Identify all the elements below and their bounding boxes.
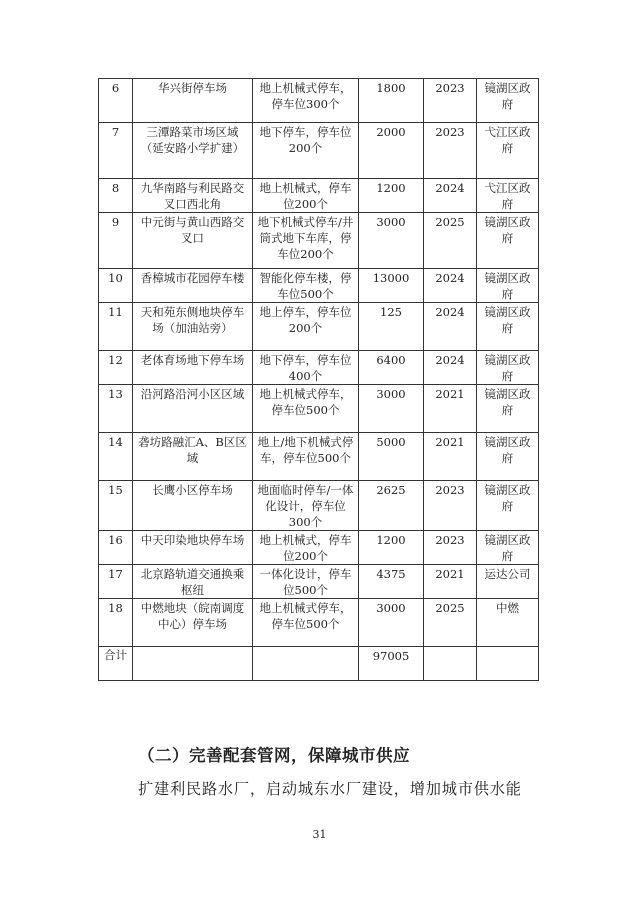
table-row — [99, 123, 539, 179]
project-name: 天和苑东侧地块停车场（加油站旁） — [133, 303, 253, 351]
row-number: 13 — [99, 385, 133, 433]
completion-year: 2021 — [424, 565, 477, 599]
investment-value: 5000 — [359, 433, 424, 481]
responsible-party: 镜湖区政府 — [477, 269, 539, 303]
empty-cell — [133, 647, 253, 681]
investment-value: 2000 — [359, 123, 424, 179]
responsible-party: 镜湖区政府 — [477, 303, 539, 351]
row-number: 18 — [99, 599, 133, 647]
table-row — [99, 303, 539, 351]
investment-value: 6400 — [359, 351, 424, 385]
project-name: 中燃地块（皖南调度中心）停车场 — [133, 599, 253, 647]
table-row — [99, 79, 539, 123]
row-number: 8 — [99, 179, 133, 213]
responsible-party: 镜湖区政府 — [477, 385, 539, 433]
responsible-party: 中燃 — [477, 599, 539, 647]
parking-type: 智能化停车楼，停车位500个 — [253, 269, 359, 303]
project-name: 香樟城市花园停车楼 — [133, 269, 253, 303]
responsible-party: 弋江区政府 — [477, 123, 539, 179]
row-number: 7 — [99, 123, 133, 179]
body-paragraph: 扩建利民路水厂，启动城东水厂建设，增加城市供水能 — [138, 780, 522, 798]
table-row — [99, 213, 539, 269]
parking-type: 地上机械式停车，停车位300个 — [253, 79, 359, 123]
responsible-party: 镜湖区政府 — [477, 481, 539, 531]
page-number: 31 — [312, 828, 327, 841]
responsible-party: 镜湖区政府 — [477, 351, 539, 385]
empty-cell — [477, 647, 539, 681]
investment-value: 4375 — [359, 565, 424, 599]
total-label: 合计 — [99, 647, 133, 681]
empty-cell — [253, 647, 359, 681]
parking-type: 地上机械式停车，停车位500个 — [253, 385, 359, 433]
responsible-party: 镜湖区政府 — [477, 79, 539, 123]
investment-value: 1200 — [359, 179, 424, 213]
completion-year: 2021 — [424, 385, 477, 433]
table-row — [99, 385, 539, 433]
responsible-party: 运达公司 — [477, 565, 539, 599]
row-number: 10 — [99, 269, 133, 303]
project-name: 华兴街停车场 — [133, 79, 253, 123]
project-name: 九华南路与利民路交叉口西北角 — [133, 179, 253, 213]
investment-value: 13000 — [359, 269, 424, 303]
table-row — [99, 179, 539, 213]
parking-type: 地下停车，停车位200个 — [253, 123, 359, 179]
project-name: 长鹰小区停车场 — [133, 481, 253, 531]
completion-year: 2023 — [424, 481, 477, 531]
parking-type: 地下机械式停车/井筒式地下车库，停车位200个 — [253, 213, 359, 269]
table-row — [99, 351, 539, 385]
table-row — [99, 481, 539, 531]
completion-year: 2023 — [424, 531, 477, 565]
parking-type: 地下停车，停车位400个 — [253, 351, 359, 385]
parking-type: 地上/地下机械式停车，停车位500个 — [253, 433, 359, 481]
project-name: 中天印染地块停车场 — [133, 531, 253, 565]
completion-year: 2024 — [424, 179, 477, 213]
row-number: 17 — [99, 565, 133, 599]
completion-year: 2021 — [424, 433, 477, 481]
completion-year: 2025 — [424, 599, 477, 647]
project-name: 砻坊路融汇A、B区区域 — [133, 433, 253, 481]
completion-year: 2025 — [424, 213, 477, 269]
investment-value: 1200 — [359, 531, 424, 565]
table-body — [99, 79, 539, 681]
investment-value: 3000 — [359, 213, 424, 269]
responsible-party: 镜湖区政府 — [477, 213, 539, 269]
table-row — [99, 433, 539, 481]
completion-year: 2023 — [424, 79, 477, 123]
parking-type: 地上停车，停车位200个 — [253, 303, 359, 351]
row-number: 6 — [99, 79, 133, 123]
parking-type: 一体化设计，停车位500个 — [253, 565, 359, 599]
row-number: 12 — [99, 351, 133, 385]
project-name: 北京路轨道交通换乘枢纽 — [133, 565, 253, 599]
investment-value: 2625 — [359, 481, 424, 531]
table-row — [99, 531, 539, 565]
parking-type: 地上机械式，停车位200个 — [253, 179, 359, 213]
investment-value: 125 — [359, 303, 424, 351]
table-row — [99, 599, 539, 647]
completion-year: 2023 — [424, 123, 477, 179]
project-name: 中元街与黄山西路交叉口 — [133, 213, 253, 269]
investment-value: 1800 — [359, 79, 424, 123]
row-number: 11 — [99, 303, 133, 351]
table-row — [99, 269, 539, 303]
total-value: 97005 — [359, 647, 424, 681]
project-name: 沿河路沿河小区区域 — [133, 385, 253, 433]
completion-year: 2024 — [424, 269, 477, 303]
row-number: 15 — [99, 481, 133, 531]
section-heading: （二）完善配套管网，保障城市供应 — [138, 746, 410, 765]
project-name: 三潭路菜市场区域（延安路小学扩建） — [133, 123, 253, 179]
row-number: 16 — [99, 531, 133, 565]
row-number: 14 — [99, 433, 133, 481]
parking-type: 地上机械式停车，停车位500个 — [253, 599, 359, 647]
responsible-party: 弋江区政府 — [477, 179, 539, 213]
total-row — [99, 647, 539, 681]
investment-value: 3000 — [359, 599, 424, 647]
responsible-party: 镜湖区政府 — [477, 531, 539, 565]
parking-type: 地上机械式，停车位200个 — [253, 531, 359, 565]
parking-type: 地面临时停车/一体化设计，停车位300个 — [253, 481, 359, 531]
parking-projects-table — [98, 78, 539, 681]
table-row — [99, 565, 539, 599]
empty-cell — [424, 647, 477, 681]
investment-value: 3000 — [359, 385, 424, 433]
completion-year: 2024 — [424, 303, 477, 351]
completion-year: 2024 — [424, 351, 477, 385]
responsible-party: 镜湖区政府 — [477, 433, 539, 481]
project-name: 老体育场地下停车场 — [133, 351, 253, 385]
row-number: 9 — [99, 213, 133, 269]
